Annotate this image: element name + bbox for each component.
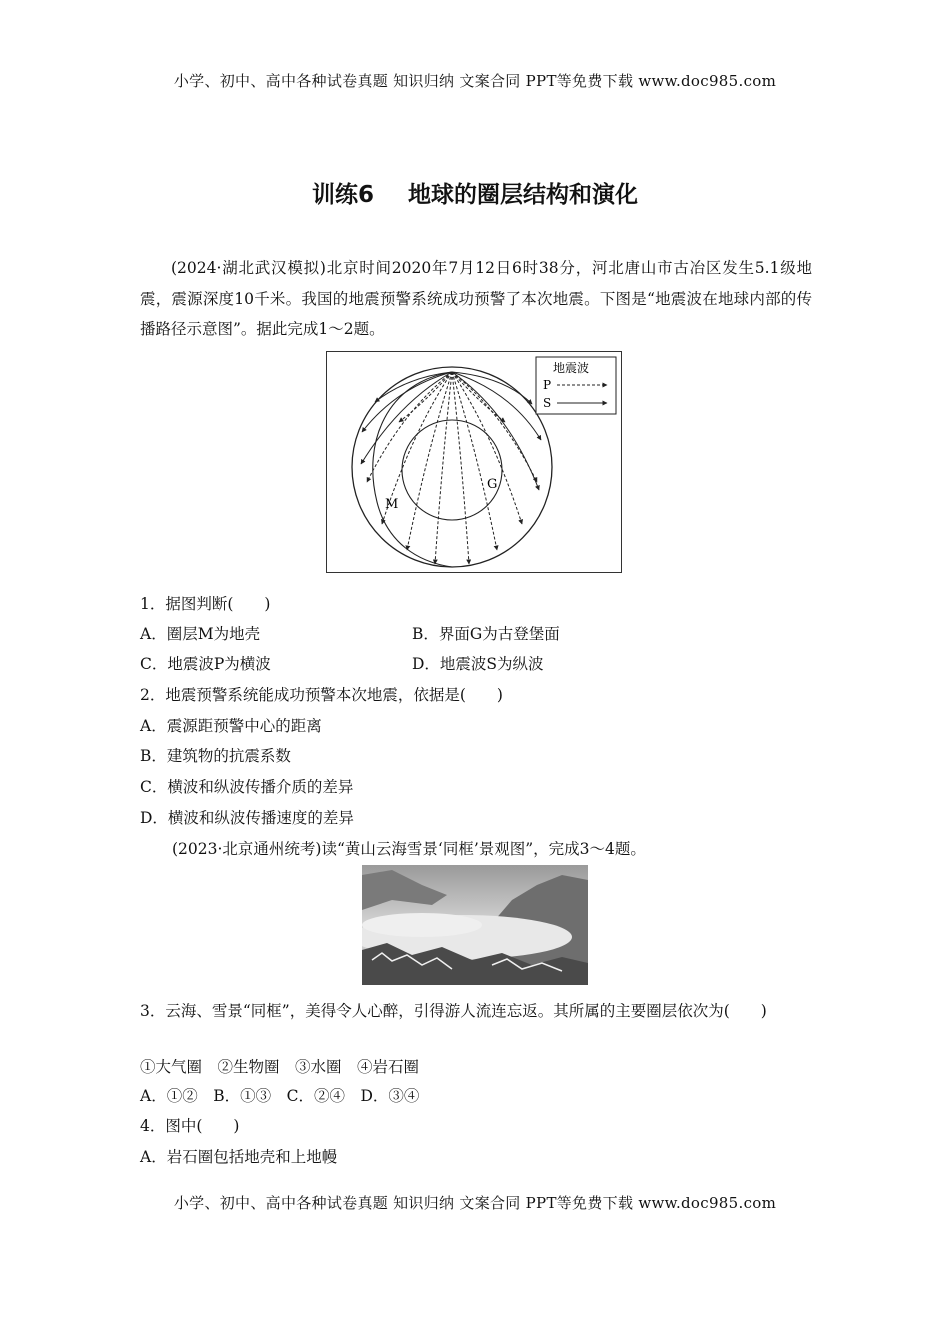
q1-option-c: C．地震波P为横波: [140, 655, 271, 673]
q1-option-d: D．地震波S为纵波: [412, 655, 544, 673]
label-g: G: [487, 477, 498, 492]
seismic-wave-diagram: [326, 351, 622, 573]
q2-stem: 2．地震预警系统能成功预警本次地震，依据是( ): [140, 686, 503, 704]
q4-option-a: A．岩石圈包括地壳和上地幔: [140, 1148, 338, 1166]
q2-option-b: B．建筑物的抗震系数: [140, 747, 291, 765]
legend-p-label: P: [543, 378, 552, 392]
page-title: [0, 176, 950, 209]
legend-s-label: S: [543, 396, 552, 410]
label-m: M: [385, 497, 399, 512]
q2-option-d: D．横波和纵波传播速度的差异: [140, 809, 354, 827]
q4-stem: 4．图中( ): [140, 1117, 240, 1135]
legend-title: 地震波: [553, 361, 590, 375]
q3-stem: 3．云海、雪景“同框”，美得令人心醉，引得游人流连忘返。其所属的主要圈层依次为( ): [140, 1002, 767, 1020]
q3-options-list: ①大气圈 ②生物圈 ③水圈 ④岩石圈: [140, 1058, 420, 1076]
q1-option-b: B．界面G为古登堡面: [412, 625, 560, 643]
q2-option-a: A．震源距预警中心的距离: [140, 717, 322, 735]
title-number: 训练6: [311, 182, 374, 208]
q1-stem: 1．据图判断( ): [140, 595, 271, 613]
page-footer: 小学、初中、高中各种试卷真题 知识归纳 文案合同 PPT等免费下载 www.doc985.com: [173, 1194, 777, 1212]
intro-paragraph-2: (2023·北京通州统考)读“黄山云海雪景‘同框’景观图”，完成3～4题。: [172, 840, 646, 858]
page-header: 小学、初中、高中各种试卷真题 知识归纳 文案合同 PPT等免费下载 www.doc985.com: [173, 72, 777, 90]
title-text: 地球的圈层结构和演化: [408, 182, 638, 208]
intro-paragraph-1: (2024·湖北武汉模拟)北京时间2020年7月12日6时38分，河北唐山市古冶区发生5.1级地震，震源深度10千米。我国的地震预警系统成功预警了本次地震。下图是“地震波在地球内部的传播路径示意图”。据此完成1～2题。: [140, 259, 812, 338]
q1-option-a: A．圈层M为地壳: [140, 625, 261, 643]
huangshan-landscape-photo: [362, 865, 588, 985]
q3-choices: A．①② B．①③ C．②④ D．③④: [140, 1087, 420, 1105]
q2-option-c: C．横波和纵波传播介质的差异: [140, 778, 354, 796]
